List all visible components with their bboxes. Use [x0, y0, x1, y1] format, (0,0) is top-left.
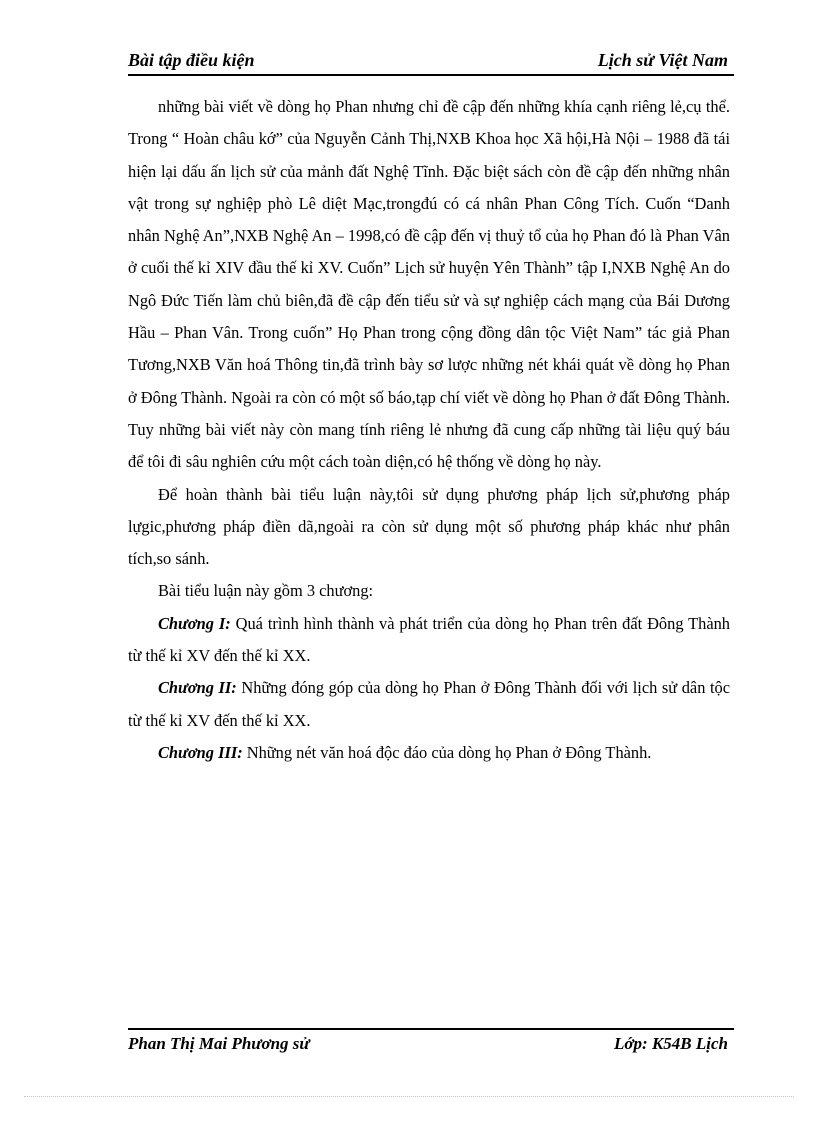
page-bottom-dotted-line — [24, 1096, 794, 1097]
chapter-3-label: Chương III: — [158, 742, 243, 762]
header-subject: Lịch sử Việt Nam — [597, 50, 728, 70]
footer-author: Phan Thị Mai Phương sử — [128, 1034, 310, 1053]
chapter-2-label: Chương II: — [158, 678, 237, 698]
paragraph-literature-review: những bài viết về dòng họ Phan nhưng chỉ đề cập đến những khía cạnh riêng lẻ,cụ thể. Trong “ Hoàn châu kớ” của Nguyễn Cảnh Thị,NXB Khoa học Xã hội,Hà Nội – 1988 đã tái hiện lại dấu ấn lịch sử của mảnh đất Nghệ Tĩnh. Đặc biệt sách còn đề cập đến những nhân vật trong sự nghiệp phò Lê diệt Mạc,trongđú có cá nhân Phan Công Tích. Cuốn “Danh nhân Nghệ An”,NXB Nghệ An – 1998,có đề cập đến vị thuỷ tổ của họ Phan đó là Phan Vân ở cuối thế kỉ XIV đầu thế kỉ XV. Cuốn” Lịch sử huyện Yên Thành” tập I,NXB Nghệ An do Ngô Đức Tiến làm chủ biên,đã đề cập đến tiểu sử và sự nghiệp cách mạng của Bái Dương Hầu – Phan Vân. Trong cuốn” Họ Phan trong cộng đồng dân tộc Việt Nam” tác giả Phan Tương,NXB Văn hoá Thông tin,đã trình bày sơ lược những nét khái quát về dòng họ Phan ở Đông Thành. Ngoài ra còn có một số báo,tạp chí viết về dòng họ Phan ở đất Đông Thành. Tuy những bài viết này còn mang tính riêng lẻ nhưng đã cung cấp những tài liệu quý báu để tôi đi sâu nghiên cứu một cách toàn diện,có hệ thống về dòng họ này. — [128, 97, 730, 472]
chapter-1-text: Quá trình hình thành và phát triển của dòng họ Phan trên đất Đông Thành từ thế kỉ XV đến thế kỉ XX. — [128, 613, 730, 666]
chapter-1 — [128, 608, 730, 673]
chapter-1-label: Chương I: — [158, 613, 231, 633]
chapter-2 — [128, 672, 730, 737]
chapter-3-text: Những nét văn hoá độc đáo của dòng họ Phan ở Đông Thành. — [242, 742, 652, 762]
footer-class: Lớp: K54B Lịch — [614, 1034, 728, 1053]
page-header — [128, 48, 734, 76]
header-course-title: Bài tập điều kiện — [128, 50, 255, 70]
document-body — [128, 91, 730, 769]
chapter-3 — [128, 737, 730, 769]
footer-divider — [128, 1028, 734, 1030]
paragraph-structure-intro: Bài tiểu luận này gồm 3 chương: — [158, 581, 374, 601]
paragraph-methods: Để hoàn thành bài tiểu luận này,tôi sử dụng phương pháp lịch sử,phương pháp lựgic,phương pháp điền dã,ngoài ra còn sử dụng một số phương pháp khác như phân tích,so sánh. — [128, 484, 730, 569]
chapter-2-text: Những đóng góp của dòng họ Phan ở Đông Thành đối với lịch sử dân tộc từ thế kỉ XV đến thế kỉ XX. — [128, 678, 730, 730]
